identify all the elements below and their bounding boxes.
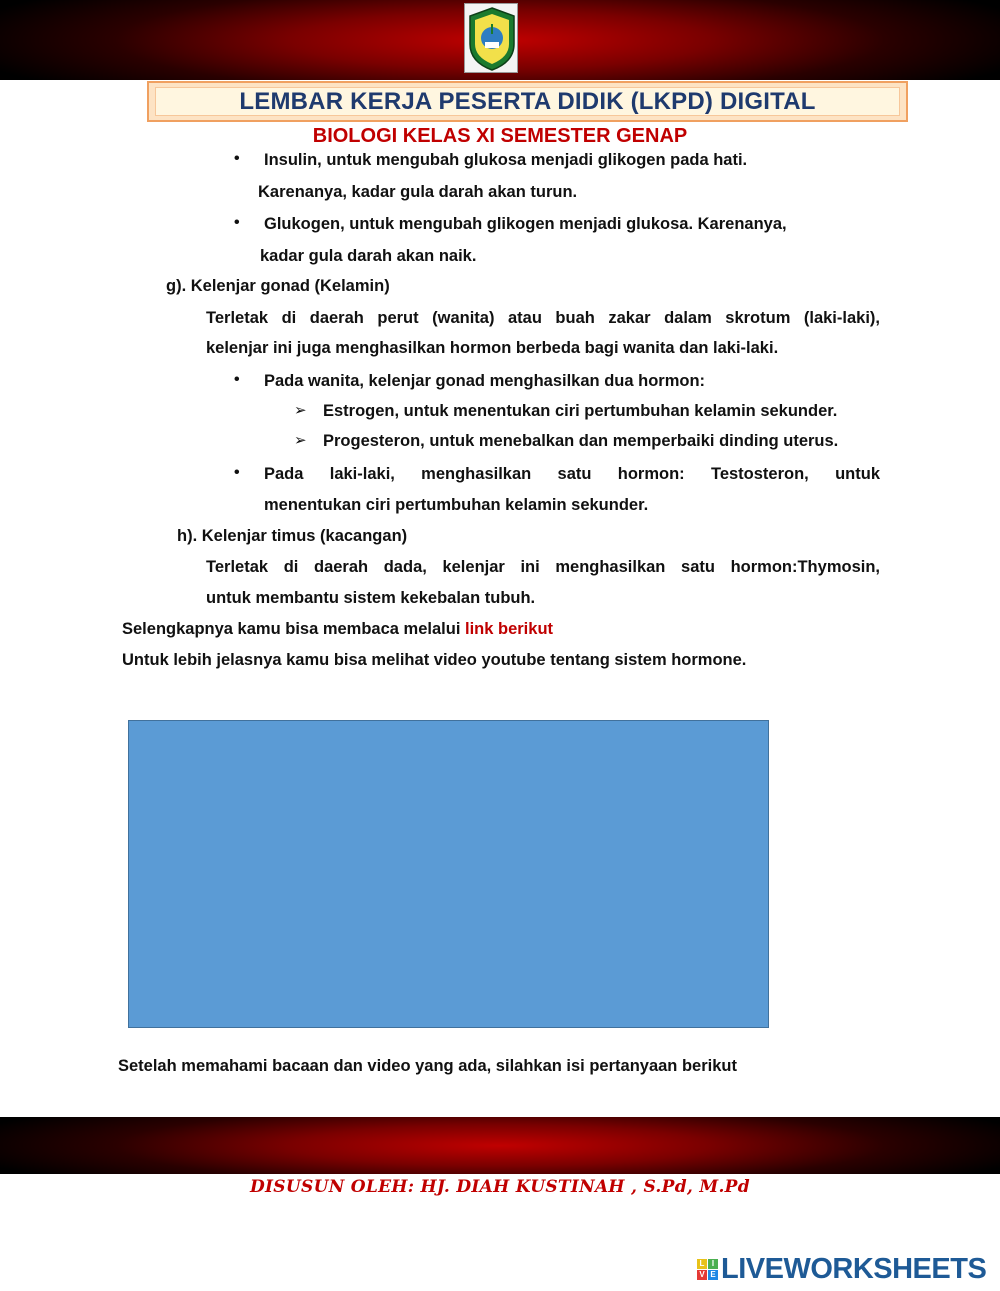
arrow-bullet-icon: ➢ bbox=[294, 432, 307, 449]
school-emblem-icon bbox=[464, 3, 518, 73]
page-title: LEMBAR KERJA PESERTA DIDIK (LKPD) DIGITAL bbox=[239, 87, 816, 115]
bullet-icon: • bbox=[234, 464, 240, 481]
progesteron-item: Progesteron, untuk menebalkan dan memperbaiki dinding uterus. bbox=[323, 432, 839, 450]
wanita-item: Pada wanita, kelenjar gonad menghasilkan dua hormon: bbox=[264, 372, 706, 390]
brand-letter: V bbox=[697, 1270, 707, 1280]
section-heading-gonad: g). Kelenjar gonad (Kelamin) bbox=[166, 277, 390, 295]
author-credit: DISUSUN OLEH: HJ. DIAH KUSTINAH , S.Pd, M.Pd bbox=[250, 1177, 750, 1197]
brand-letter: L bbox=[697, 1259, 707, 1269]
youtube-video-embed[interactable] bbox=[128, 720, 769, 1028]
footer-band bbox=[0, 1117, 1000, 1174]
video-instruction: Untuk lebih jelasnya kamu bisa melihat video youtube tentang sistem hormone. bbox=[122, 651, 747, 669]
brand-letter: I bbox=[708, 1259, 718, 1269]
page-subtitle: BIOLOGI KELAS XI SEMESTER GENAP bbox=[312, 125, 688, 147]
liveworksheets-logo[interactable] bbox=[697, 1253, 986, 1285]
arrow-bullet-icon: ➢ bbox=[294, 402, 307, 419]
gonad-paragraph-line-1: Terletak di daerah perut (wanita) atau buah zakar dalam skrotum (laki-laki), bbox=[206, 309, 880, 327]
estrogen-item: Estrogen, untuk menentukan ciri pertumbuhan kelamin sekunder. bbox=[323, 402, 838, 420]
bullet-icon: • bbox=[234, 371, 240, 388]
liveworksheets-wordmark: LIVEWORKSHEETS bbox=[721, 1252, 987, 1285]
title-banner bbox=[147, 81, 908, 122]
timus-paragraph-line-2: untuk membantu sistem kekebalan tubuh. bbox=[206, 589, 536, 607]
gonad-paragraph-line-2: kelenjar ini juga menghasilkan hormon berbeda bagi wanita dan laki-laki. bbox=[206, 339, 779, 357]
timus-paragraph-line-1: Terletak di daerah dada, kelenjar ini menghasilkan satu hormon:Thymosin, bbox=[206, 558, 880, 576]
reading-link-prefix: Selengkapnya kamu bisa membaca melalui bbox=[122, 620, 465, 638]
section-heading-timus: h). Kelenjar timus (kacangan) bbox=[177, 527, 408, 545]
liveworksheets-blocks-icon bbox=[697, 1259, 718, 1280]
question-instruction: Setelah memahami bacaan dan video yang ada, silahkan isi pertanyaan berikut bbox=[118, 1057, 737, 1075]
reading-link[interactable]: link berikut bbox=[465, 620, 554, 638]
glukogen-line-2: kadar gula darah akan naik. bbox=[260, 247, 477, 265]
bullet-icon: • bbox=[234, 150, 240, 167]
laki-item-line-1: Pada laki-laki, menghasilkan satu hormon: Testosteron, untuk bbox=[264, 465, 880, 483]
reading-link-line bbox=[122, 619, 553, 639]
insulin-line-1: Insulin, untuk mengubah glukosa menjadi glikogen pada hati. bbox=[264, 151, 748, 169]
insulin-line-2: Karenanya, kadar gula darah akan turun. bbox=[258, 183, 578, 201]
laki-item-line-2: menentukan ciri pertumbuhan kelamin sekunder. bbox=[264, 496, 649, 514]
bullet-icon: • bbox=[234, 214, 240, 231]
glukogen-line-1: Glukogen, untuk mengubah glikogen menjadi glukosa. Karenanya, bbox=[264, 215, 787, 233]
brand-letter: E bbox=[708, 1270, 718, 1280]
